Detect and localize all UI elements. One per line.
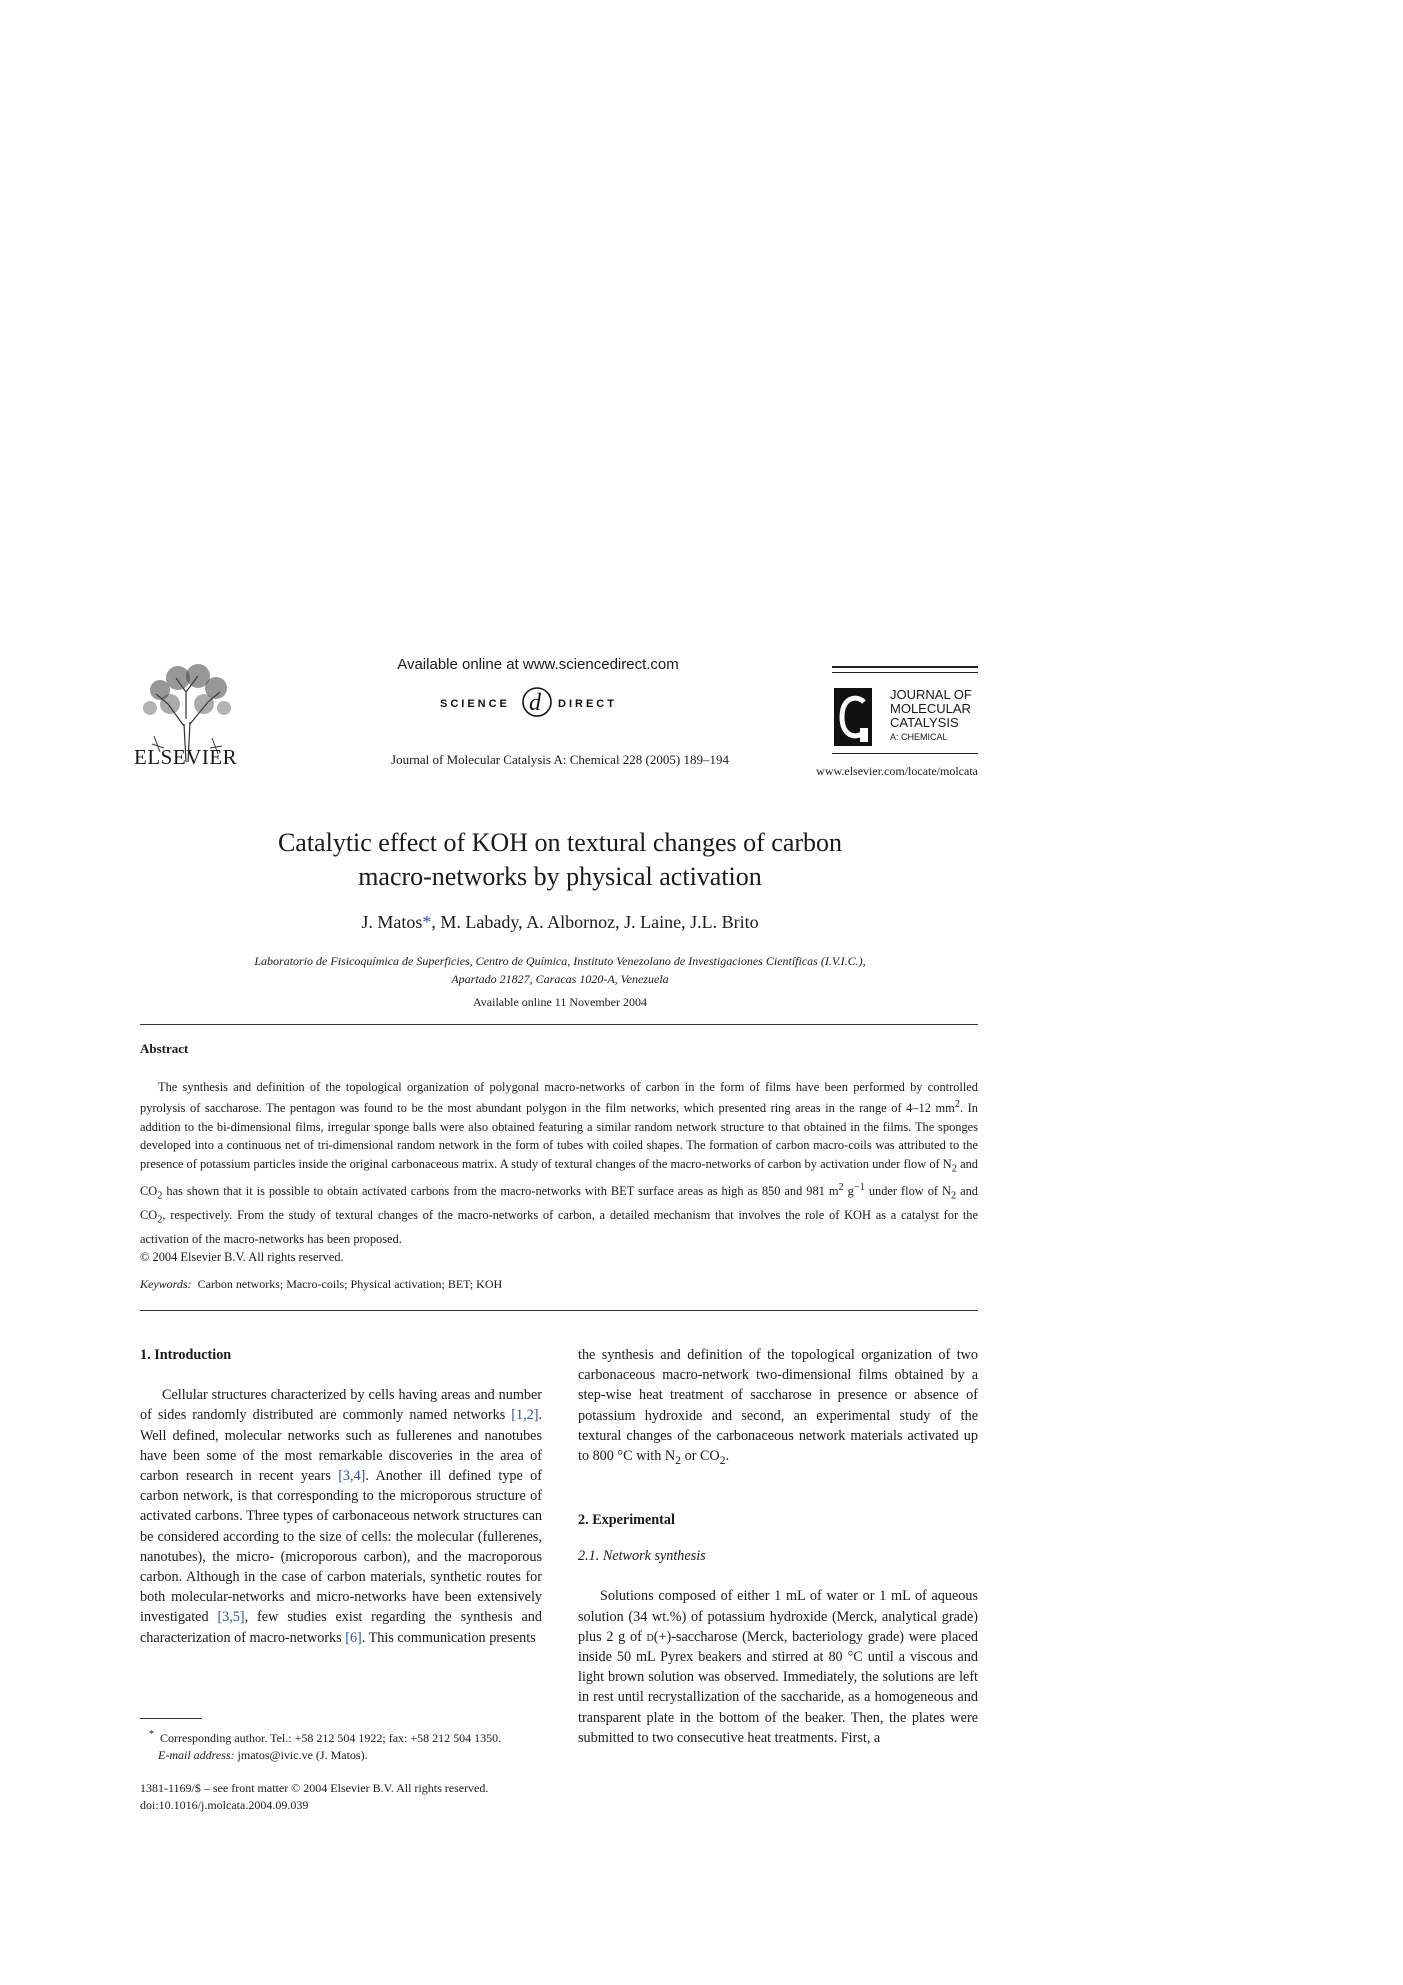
elsevier-wordmark: ELSEVIER [134,745,238,769]
available-online-date: Available online 11 November 2004 [473,995,647,1009]
article-title [140,826,980,894]
sciencedirect-right-word: DIRECT [558,698,617,710]
affiliation-line2: Apartado 21827, Caracas 1020-A, Venezuela [451,972,669,986]
article-title-line2: macro-networks by physical activation [358,862,762,891]
subsection-heading-network-synthesis: 2.1. Network synthesis [578,1548,706,1565]
abstract-text: The synthesis and definition of the topological organization of polygonal macro-networks of carbon in the form of films have been performed by controlled pyrolysis of saccharose. The pentagon was found to be the most abundant polygon in the film networks, which presented ring areas in the range of 4–12 $mm^2$. In addition to the bi-dimensional films, irregular sponge balls were also obtained featuring a similar random network structure to that obtained in the films. The sponges developed into a continuous net of tri-dimensional random network in the form of tubes with coiled shapes. The formation of carbon macro-coils was attributed to the presence of potassium particles inside the original carbonaceous matrix. A study of textural changes of the macro-networks of carbon by activation under flow of $N_2$ and $CO_2$ has shown that it is possible to obtain activated carbons from the macro-networks with BET surface areas as high as 850 and 981 $m^2$ $g^{-1}$ under flow of $N_2$ and $CO_2$, respectively. From the study of textural changes of the macro-networks of carbon, a detailed mechanism that involves the role of KOH as a catalyst for the activation of the macro-networks has been proposed. [140,1080,978,1246]
keywords-list: Carbon networks; Macro-coils; Physical activation; BET; KOH [197,1277,503,1291]
journal-name-line: JOURNAL OF [890,687,972,702]
abstract-heading: Abstract [140,1041,189,1056]
affiliation [140,952,980,988]
sciencedirect-left-word: SCIENCE [440,698,510,710]
journal-url-link[interactable]: www.elsevier.com/locate/molcata [816,764,978,778]
introduction-paragraph: Cellular structures characterized by cells having areas and number of sides randomly distributed are commonly named networks [1,2]. Well defined, molecular networks such as fullerenes and nanotubes have been some of the most remarkable discoveries in the area of carbon research in recent years [3,4]. Another ill defined type of carbon network, is that corresponding to the microporous structure of activated carbons. Three types of carbonaceous network structures can be considered according to the size of cells: the molecular (fullerenes, nanotubes), the micro- (microporous carbon), and the macroporous carbon. Although in the case of carbon materials, synthetic routes for both molecular-networks and micro-networks have been extensively investigated [3,5], few studies exist regarding the synthesis and characterization of macro-networks [6]. This communication presents [140,1387,542,1646]
journal-cover-icon [834,688,872,746]
journal-citation: Journal of Molecular Catalysis A: Chemical 228 (2005) 189–194 [391,752,729,767]
abstract-copyright: © 2004 Elsevier B.V. All rights reserved. [140,1249,344,1264]
journal-name [890,688,972,730]
footnote [140,1726,542,1764]
spacer [578,1566,978,1586]
journal-subtitle: A: CHEMICAL [890,732,948,742]
journal-name-line: CATALYSIS [890,715,959,730]
keywords-label: Keywords: [140,1277,192,1291]
footnote-email [140,1747,542,1764]
citation-link[interactable]: [6] [345,1629,362,1646]
available-online-line[interactable]: Available online at www.sciencedirect.com [397,656,679,673]
keywords [140,1277,978,1292]
footnote-mark: * [149,1729,154,1740]
footnote-email-label: E-mail address: [158,1748,235,1762]
sciencedirect-logo [440,680,640,724]
author-list [140,912,980,933]
journal-rule-top-thin [832,672,978,673]
front-matter-issn: 1381-1169/$ – see front matter © 2004 Elsevier B.V. All rights reserved. [140,1781,489,1795]
front-matter-doi[interactable]: doi:10.1016/j.molcata.2004.09.039 [140,1798,309,1812]
right-column [578,1345,978,1748]
sciencedirect-mark: d [529,690,541,716]
divider-bottom [140,1310,978,1311]
spacer [578,1530,978,1546]
section-heading-experimental: 2. Experimental [578,1512,675,1529]
journal-rule-top [832,666,978,668]
footnote-rule [140,1718,202,1719]
spacer [140,1365,542,1385]
author-first: J. Matos [361,912,423,932]
journal-name-line: MOLECULAR [890,701,971,716]
footnote-email-address[interactable]: jmatos@ivic.ve (J. Matos). [237,1748,368,1762]
corresponding-author-link[interactable]: * [422,912,432,932]
experimental-paragraph: Solutions composed of either 1 mL of water or 1 mL of aqueous solution (34 wt.%) of potassium hydroxide (Merck, analytical grade) plus 2 g of d(+)-saccharose (Merck, bacteriology grade) were placed inside 50 mL Pyrex beakers and stirred at 80 °C until a viscous and light brown solution was observed. Immediately, the solutions are left in rest until recrystallization of the saccharide, as a homogeneous and transparent plate in the bottom of the beaker. Then, the plates were submitted to two consecutive heat treatments. First, a [578,1588,978,1746]
citation-link[interactable]: [3,4] [338,1468,366,1485]
left-column [140,1345,542,1648]
introduction-paragraph-cont: the synthesis and definition of the topological organization of two carbonaceous macro-network two-dimensional films obtained by a step-wise heat treatment of saccharose in presence or absence of potassium hydroxide and second, an experimental study of the textural changes of the carbonaceous network materials activated up to 800 °C with $N_2$ or $CO_2$. [578,1347,978,1467]
section-heading-introduction: 1. Introduction [140,1347,232,1363]
affiliation-line1: Laboratorio de Fisicoquímica de Superficies, Centro de Química, Instituto Venezolano de Investigaciones Científicas (I.V.I.C.), [254,954,866,968]
footnote-corresponding-text: Corresponding author. Tel.: +58 212 504 1922; fax: +58 212 504 1350. [160,1731,502,1745]
citation-link[interactable]: [1,2] [511,1407,539,1424]
abstract-body [140,1078,978,1266]
journal-rule-bottom [832,753,978,754]
author-rest: , M. Labady, A. Albornoz, J. Laine, J.L. Brito [431,912,759,932]
spacer [578,1470,978,1510]
article-title-line1: Catalytic effect of KOH on textural changes of carbon [277,828,843,857]
citation-link[interactable]: [3,5] [217,1609,245,1626]
footnote-corresponding [140,1726,542,1747]
divider-top [140,1024,978,1025]
front-matter [140,1780,542,1814]
